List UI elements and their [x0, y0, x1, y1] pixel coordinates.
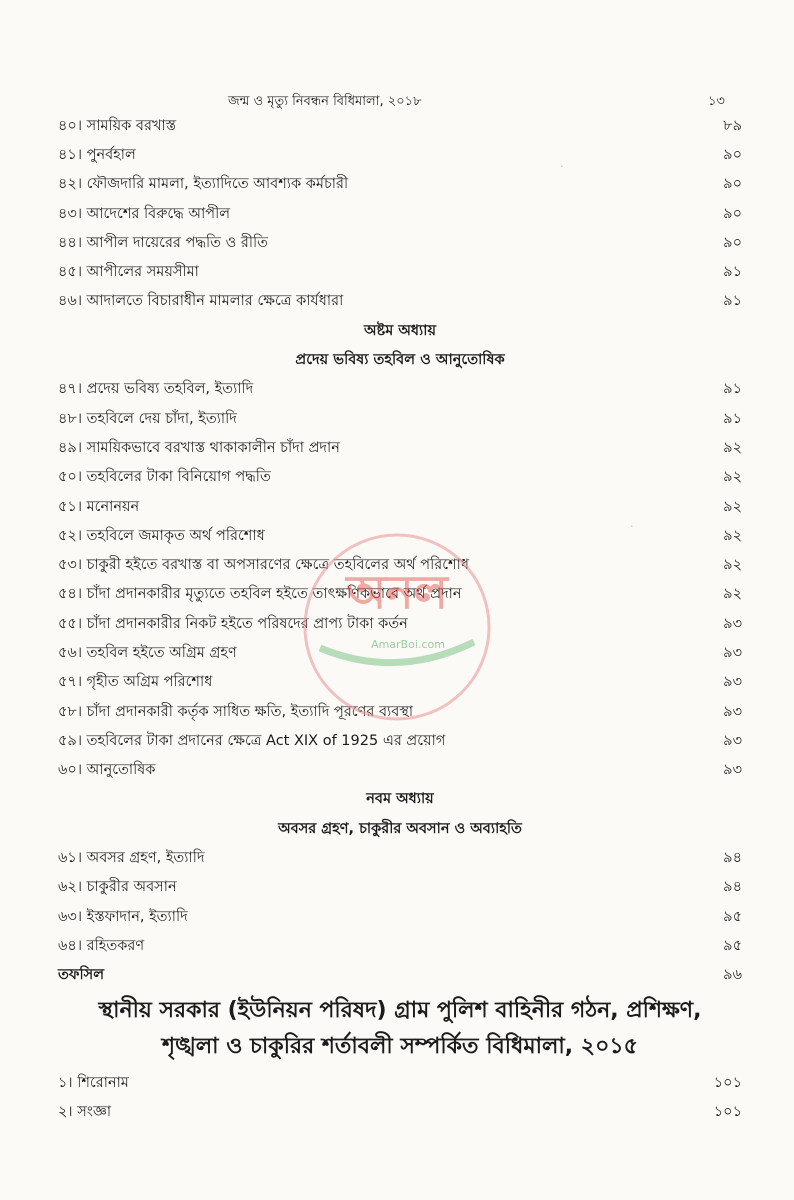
- entry-page: ৯২: [723, 557, 742, 574]
- chapter-9-subtitle: অবসর গ্রহণ, চাকুরীর অবসান ও অব্যাহতি: [278, 820, 522, 837]
- toc-entry: [58, 229, 742, 258]
- entry-label: ৫৭। গৃহীত অগ্রিম পরিশোধ: [58, 674, 213, 691]
- toc-entry: [58, 141, 742, 170]
- entry-page: ৯৪: [723, 850, 742, 867]
- toc-entry: [58, 1098, 742, 1127]
- page-number: ১৩: [708, 94, 725, 109]
- schedule-label: তফসিল: [58, 967, 105, 984]
- toc-entry: [58, 639, 742, 668]
- entry-page: ৯১: [723, 410, 742, 427]
- entry-label: ৪৬। আদালতে বিচারাধীন মামলার ক্ষেত্রে কার্যধারা: [58, 293, 344, 310]
- schedule-page: ৯৬: [723, 967, 742, 984]
- entry-label: ৪৭। প্রদেয় ভবিষ্য তহবিল, ইত্যাদি: [58, 381, 254, 398]
- entry-group-c: [58, 844, 742, 961]
- bleed-through-text: ·: [560, 160, 564, 173]
- entry-page: ৮৯: [723, 117, 742, 134]
- entry-page: ৯২: [723, 527, 742, 544]
- toc-entry: [58, 493, 742, 522]
- entry-page: ৯১: [723, 293, 742, 310]
- toc-entry: [58, 698, 742, 727]
- entry-label: ২। সংজ্ঞা: [58, 1103, 112, 1120]
- toc-entry: [58, 844, 742, 873]
- entry-page: ৯৫: [723, 908, 742, 925]
- entry-label: ৪৯। সাময়িকভাবে বরখাস্ত থাকাকালীন চাঁদা প্রদান: [58, 439, 340, 456]
- toc-entry: [58, 610, 742, 639]
- rules-title-line-2: শৃঙ্খলা ও চাকুরির শর্তাবলী সম্পর্কিত বিধিমালা, ২০১৫: [162, 1033, 638, 1059]
- entry-label: ৪৮। তহবিলে দেয় চাঁদা, ইত্যাদি: [58, 410, 237, 427]
- entry-label: ৪১। পুনর্বহাল: [58, 146, 136, 163]
- chapter-8-subtitle: প্রদেয় ভবিষ্য তহবিল ও আনুতোষিক: [295, 352, 505, 369]
- toc-entry: [58, 757, 742, 786]
- entry-group-b: [58, 376, 742, 786]
- entry-label: ৫৪। চাঁদা প্রদানকারীর মৃত্যুতে তহবিল হইতে তাৎক্ষণিকভাবে অর্থ প্রদান: [58, 586, 462, 603]
- entry-page: ৯০: [723, 146, 742, 163]
- toc-entry: [58, 171, 742, 200]
- table-of-contents: [58, 112, 742, 1128]
- entry-group-a: [58, 112, 742, 317]
- entry-page: ৯৫: [723, 937, 742, 954]
- entry-page: ৯২: [723, 586, 742, 603]
- toc-entry: [58, 551, 742, 580]
- entry-label: ৬০। আনুতোষিক: [58, 762, 156, 779]
- entry-label: ৬৪। রহিতকরণ: [58, 937, 145, 954]
- entry-label: ১। শিরোনাম: [58, 1074, 129, 1091]
- schedule-entry: [58, 962, 742, 991]
- toc-entry: [58, 405, 742, 434]
- entry-page: ৯০: [723, 234, 742, 251]
- toc-entry: [58, 376, 742, 405]
- rules-title-line-1: স্থানীয় সরকার (ইউনিয়ন পরিষদ) গ্রাম পুলিশ বাহিনীর গঠন, প্রশিক্ষণ,: [98, 997, 702, 1023]
- bleed-through-text: ·: [630, 520, 634, 533]
- entry-label: ৪২। ফৌজদারি মামলা, ইত্যাদিতে আবশ্যক কর্মচারী: [58, 176, 349, 193]
- entry-label: ৬৩। ইস্তফাদান, ইত্যাদি: [58, 908, 188, 925]
- toc-entry: [58, 1069, 742, 1098]
- entry-page: ৯২: [723, 498, 742, 515]
- entry-page: ৯০: [723, 205, 742, 222]
- entry-label: ৫১। মনোনয়ন: [58, 498, 140, 515]
- toc-entry: [58, 727, 742, 756]
- entry-label: ৫৯। তহবিলের টাকা প্রদানের ক্ষেত্রে Act XIX of 1925 এর প্রয়োগ: [58, 732, 446, 749]
- entry-page: ৯১: [723, 381, 742, 398]
- running-title: জন্ম ও মৃত্যু নিবন্ধন বিধিমালা, ২০১৮: [228, 94, 422, 109]
- toc-entry: [58, 434, 742, 463]
- entry-page: ৯২: [723, 439, 742, 456]
- toc-entry: [58, 874, 742, 903]
- entry-label: ৪৫। আপীলের সময়সীমা: [58, 264, 199, 281]
- toc-entry: [58, 464, 742, 493]
- entry-group-d: [58, 1069, 742, 1128]
- entry-label: ৪৪। আপীল দায়েরের পদ্ধতি ও রীতি: [58, 234, 269, 251]
- entry-page: ৯৩: [723, 674, 742, 691]
- entry-page: ৯০: [723, 176, 742, 193]
- entry-label: ৫৩। চাকুরী হইতে বরখাস্ত বা অপসারণের ক্ষেত্রে তহবিলের অর্থ পরিশোধ: [58, 557, 469, 574]
- entry-page: ১০১: [713, 1103, 742, 1120]
- entry-page: ৯৩: [723, 615, 742, 632]
- entry-label: ৬২। চাকুরীর অবসান: [58, 879, 177, 896]
- toc-entry: [58, 200, 742, 229]
- toc-entry: [58, 288, 742, 317]
- entry-page: ৯৩: [723, 703, 742, 720]
- entry-label: ৪০। সাময়িক বরখাস্ত: [58, 117, 177, 134]
- entry-label: ৫৮। চাঁদা প্রদানকারী কর্তৃক সাধিত ক্ষতি, ইত্যাদি পূরণের ব্যবস্থা: [58, 703, 414, 720]
- page-header: [0, 92, 794, 112]
- entry-label: ৫৬। তহবিল হইতে অগ্রিম গ্রহণ: [58, 644, 237, 661]
- entry-label: ৬১। অবসর গ্রহণ, ইত্যাদি: [58, 850, 205, 867]
- entry-page: ৯৩: [723, 644, 742, 661]
- toc-entry: [58, 581, 742, 610]
- entry-page: ৯১: [723, 264, 742, 281]
- toc-entry: [58, 669, 742, 698]
- entry-page: ৯২: [723, 469, 742, 486]
- entry-label: ৫২। তহবিলে জমাকৃত অর্থ পরিশোধ: [58, 527, 265, 544]
- entry-page: ১০১: [713, 1074, 742, 1091]
- toc-entry: [58, 932, 742, 961]
- svg-text:AmarBoi.com: AmarBoi.com: [371, 638, 445, 651]
- toc-entry: [58, 112, 742, 141]
- chapter-9-title: নবম অধ্যায়: [366, 791, 434, 808]
- entry-page: ৯৩: [723, 762, 742, 779]
- chapter-8-title: অষ্টম অধ্যায়: [364, 322, 436, 339]
- toc-entry: [58, 522, 742, 551]
- entry-page: ৯৪: [723, 879, 742, 896]
- rules-title: [58, 991, 742, 1069]
- svg-text:অনল: অনল: [346, 565, 448, 619]
- entry-label: ৫০। তহবিলের টাকা বিনিয়োগ পদ্ধতি: [58, 469, 271, 486]
- entry-label: ৫৫। চাঁদা প্রদানকারীর নিকট হইতে পরিষদের প্রাপ্য টাকা কর্তন: [58, 615, 408, 632]
- toc-entry: [58, 258, 742, 287]
- toc-entry: [58, 903, 742, 932]
- entry-page: ৯৩: [723, 732, 742, 749]
- entry-label: ৪৩। আদেশের বিরুদ্ধে আপীল: [58, 205, 231, 222]
